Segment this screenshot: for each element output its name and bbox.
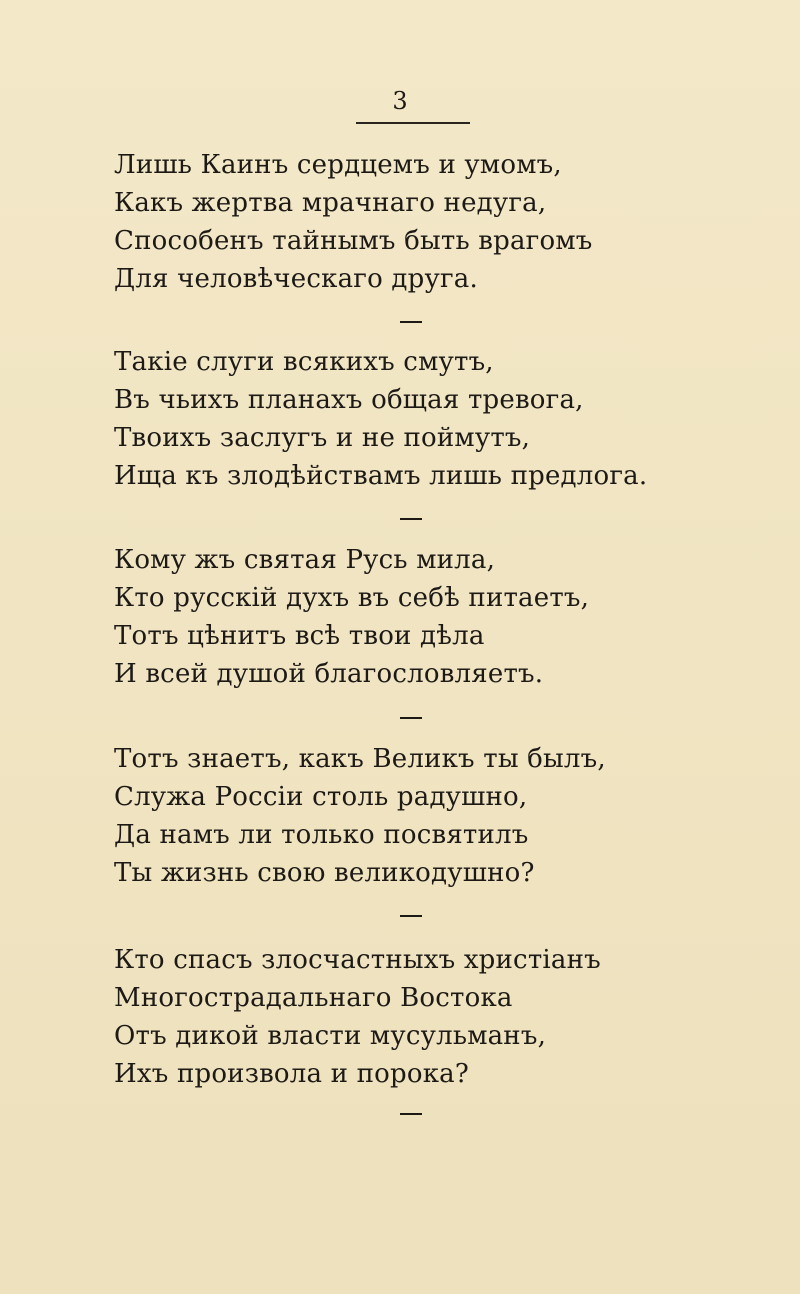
stanza-separator [400, 321, 422, 323]
verse-line: Какъ жертва мрачнаго недуга, [114, 188, 547, 218]
stanza-1 [114, 146, 714, 298]
page-number-rule [356, 122, 470, 124]
stanza-5 [114, 941, 714, 1093]
verse-line: Тотъ знаетъ, какъ Великъ ты былъ, [114, 744, 606, 774]
verse-line: Твоихъ заслугъ и не поймутъ, [114, 423, 531, 453]
verse-line: Служа Россіи столь радушно, [114, 782, 528, 812]
stanza-3 [114, 541, 714, 693]
verse-line: Ты жизнь свою великодушно? [114, 858, 535, 888]
stanza-separator [400, 915, 422, 917]
verse-line: Способенъ тайнымъ быть врагомъ [114, 226, 593, 256]
verse-line: Ихъ произвола и порока? [114, 1059, 470, 1089]
verse-line: Такіе слуги всякихъ смутъ, [114, 347, 494, 377]
stanza-2 [114, 343, 714, 495]
stanza-separator [400, 1113, 422, 1115]
verse-line: Ища къ злодѣйствамъ лишь предлога. [114, 461, 648, 491]
page-number: 3 [392, 87, 408, 115]
verse-line: Да намъ ли только посвятилъ [114, 820, 529, 850]
verse-line: Для человѣческаго друга. [114, 264, 478, 294]
verse-line: Въ чьихъ планахъ общая тревога, [114, 385, 584, 415]
verse-line: Тотъ цѣнитъ всѣ твои дѣла [114, 621, 485, 651]
verse-line: Кто спасъ злосчастныхъ христіанъ [114, 945, 601, 975]
verse-line: Кто русскій духъ въ себѣ питаетъ, [114, 583, 590, 613]
verse-line: И всей душой благословляетъ. [114, 659, 544, 689]
verse-line: Многострадальнаго Востока [114, 983, 513, 1013]
verse-line: Лишь Каинъ сердцемъ и умомъ, [114, 150, 562, 180]
stanza-separator [400, 518, 422, 520]
stanza-separator [400, 717, 422, 719]
verse-line: Кому жъ святая Русь мила, [114, 545, 496, 575]
verse-line: Отъ дикой власти мусульманъ, [114, 1021, 547, 1051]
stanza-4 [114, 740, 714, 892]
